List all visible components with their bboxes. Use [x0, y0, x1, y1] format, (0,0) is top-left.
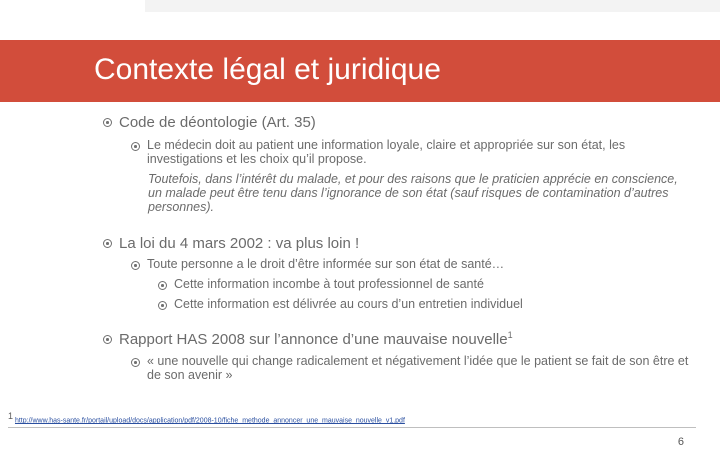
bullet-label: Rapport HAS 2008 sur l’annonce d’une mauvaise nouvelle$^1$: [119, 330, 513, 348]
sub-bullet-droit-information: [131, 257, 504, 271]
bullet-label: Code de déontologie (Art. 35): [119, 114, 316, 131]
top-strip: [145, 0, 720, 12]
sub-sub-bullet-text: Cette information est délivrée au cours d’un entretien individuel: [174, 297, 523, 311]
slide-title: Contexte légal et juridique: [94, 53, 441, 86]
circle-bullet-icon: [131, 142, 140, 151]
circle-bullet-icon: [103, 239, 112, 248]
footer-divider: [8, 427, 696, 428]
bullet-loi-2002: [103, 235, 359, 252]
footnote-marker: 1: [8, 411, 14, 421]
circle-bullet-icon: [158, 301, 167, 310]
sub-sub-bullet-incombe: [158, 277, 484, 291]
circle-bullet-icon: [158, 281, 167, 290]
sub-bullet-text: Le médecin doit au patient une information loyale, claire et appropriée sur son état, les investigations et les choix qu’il propose.: [147, 138, 626, 166]
circle-bullet-icon: [131, 261, 140, 270]
footnote: [8, 411, 405, 425]
footnote-link[interactable]: http://www.has-sante.fr/portail/upload/docs/application/pdf/2008-10/fiche_methode_annoncer_une_mauvaise_nouvelle_v1.pdf: [14, 417, 405, 425]
footnote-reference: 1: [507, 330, 513, 340]
sub-bullet-text: Toute personne a le droit d’être informée sur son état de santé…: [147, 257, 505, 271]
sub-sub-bullet-text: Cette information incombe à tout professionnel de santé: [174, 277, 484, 291]
circle-bullet-icon: [103, 335, 112, 344]
bullet-code-deontologie: [103, 114, 316, 131]
circle-bullet-icon: [103, 118, 112, 127]
circle-bullet-icon: [131, 358, 140, 367]
page-number: 6: [677, 436, 684, 448]
bullet-label: La loi du 4 mars 2002 : va plus loin !: [119, 235, 360, 252]
bullet-rapport-has: [103, 331, 513, 348]
paragraph-toutefois: Toutefois, dans l’intérêt du malade, et pour des raisons que le praticien apprécie en conscience, un malade peut être tenu dans l’ignorance de son état (sauf risques de contamination d’autres personnes).: [148, 172, 678, 214]
sub-sub-bullet-entretien: [158, 297, 523, 311]
sub-bullet-text: « une nouvelle qui change radicalement et négativement l’idée que le patient se fait de son être et de son avenir »: [147, 354, 689, 382]
sub-bullet-nouvelle: [131, 354, 691, 382]
sub-bullet-information-loyale: [131, 138, 691, 166]
